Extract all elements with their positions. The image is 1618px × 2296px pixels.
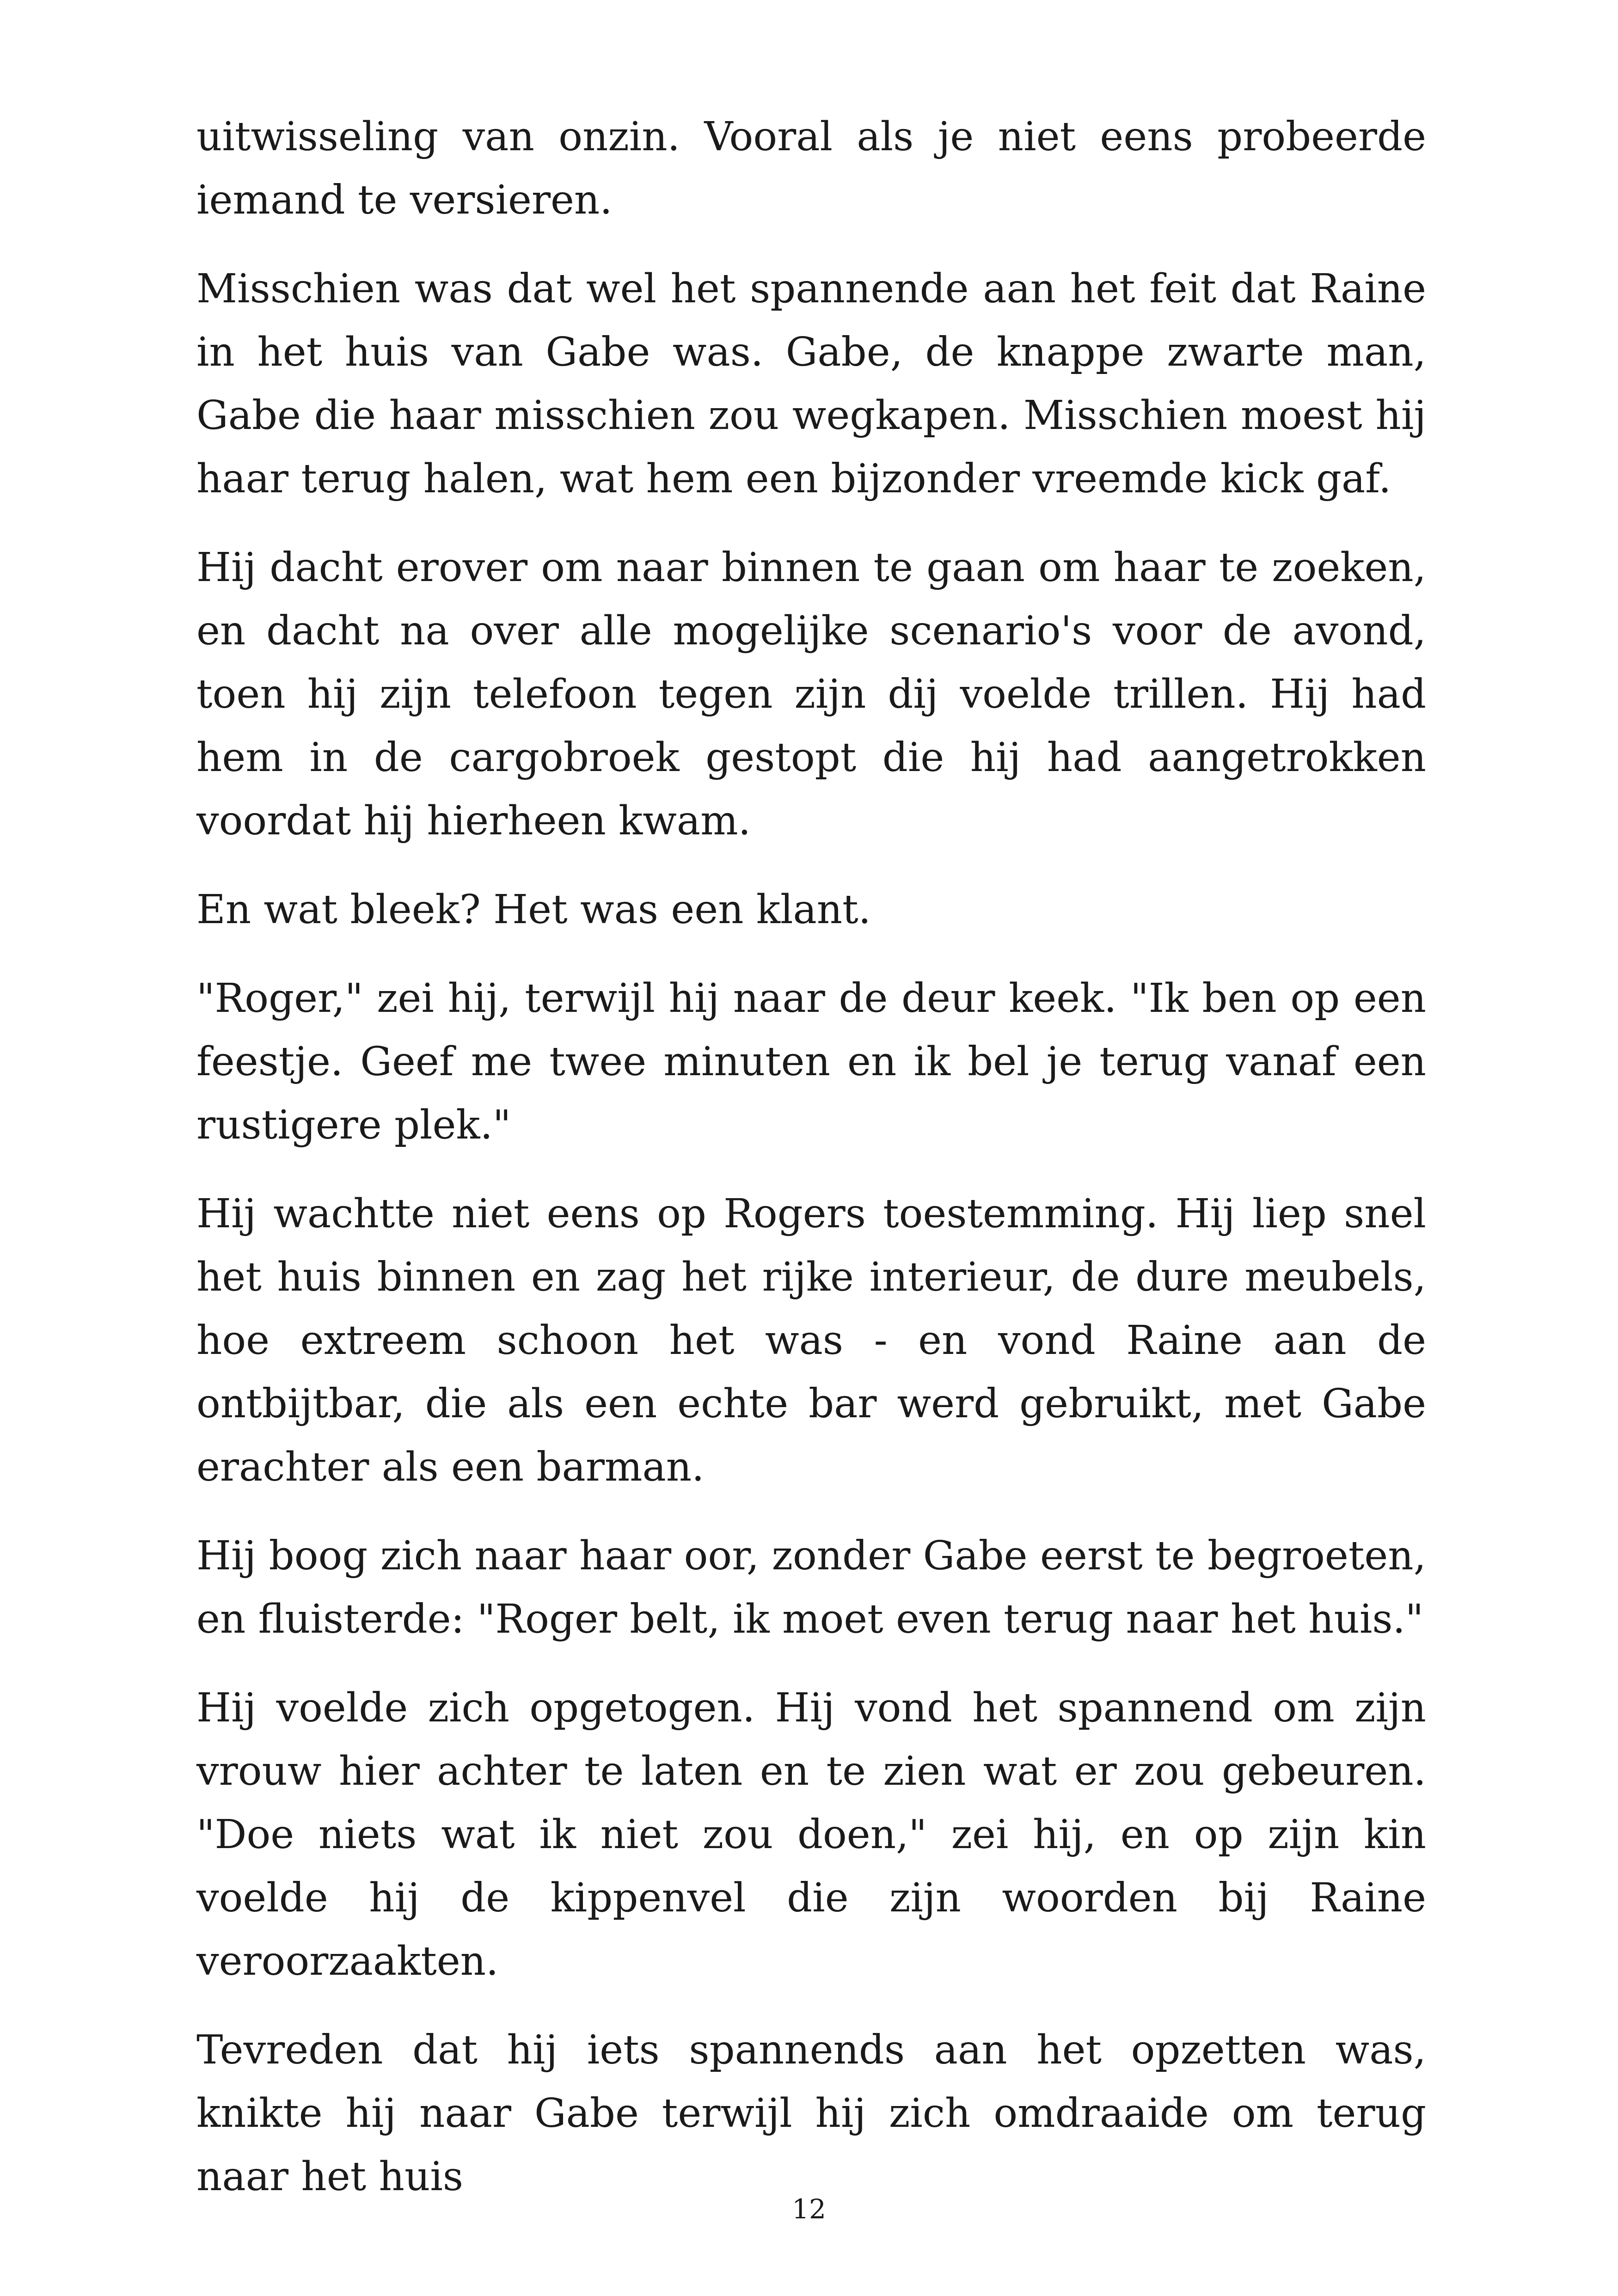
- paragraph-7: Hij boog zich naar haar oor, zonder Gabe eerst te begroeten, en fluisterde: "Roger belt, ik moet even terug naar het huis.": [196, 1533, 1426, 1642]
- paragraph-3: Hij dacht erover om naar binnen te gaan om haar te zoeken, en dacht na over alle mogelijke scenario's voor de avond, toen hij zijn telefoon tegen zijn dij voelde trillen. Hij had hem in de cargobroek gestopt die hij had aangetrokken voordat hij hierheen kwam.: [196, 545, 1426, 844]
- page-number: 12: [792, 2193, 826, 2225]
- paragraph-8: Hij voelde zich opgetogen. Hij vond het spannend om zijn vrouw hier achter te laten en te zien wat er zou gebeuren. "Doe niets wat ik niet zou doen," zei hij, en op zijn kin voelde hij de kippenvel die zijn woorden bij Raine veroorzaakten.: [196, 1685, 1426, 1984]
- paragraph-5: "Roger," zei hij, terwijl hij naar de deur keek. "Ik ben op een feestje. Geef me twee minuten en ik bel je terug vanaf een rustigere plek.": [196, 975, 1426, 1148]
- paragraph-1: uitwisseling van onzin. Vooral als je niet eens probeerde iemand te versieren.: [196, 114, 1426, 223]
- paragraph-2: Misschien was dat wel het spannende aan het feit dat Raine in het huis van Gabe was. Gabe, de knappe zwarte man, Gabe die haar misschien zou wegkapen. Misschien moest hij haar terug halen, wat hem een bijzonder vreemde kick gaf.: [196, 266, 1426, 502]
- paragraph-4: En wat bleek? Het was een klant.: [196, 887, 871, 933]
- paragraph-6: Hij wachtte niet eens op Rogers toestemming. Hij liep snel het huis binnen en zag het rijke interieur, de dure meubels, hoe extreem schoon het was - en vond Raine aan de ontbijtbar, die als een echte bar werd gebruikt, met Gabe erachter als een barman.: [196, 1191, 1426, 1490]
- body-text: [196, 105, 1426, 2234]
- paragraph-9: Tevreden dat hij iets spannends aan het opzetten was, knikte hij naar Gabe terwijl hij zich omdraaide om terug naar het huis: [196, 2027, 1426, 2200]
